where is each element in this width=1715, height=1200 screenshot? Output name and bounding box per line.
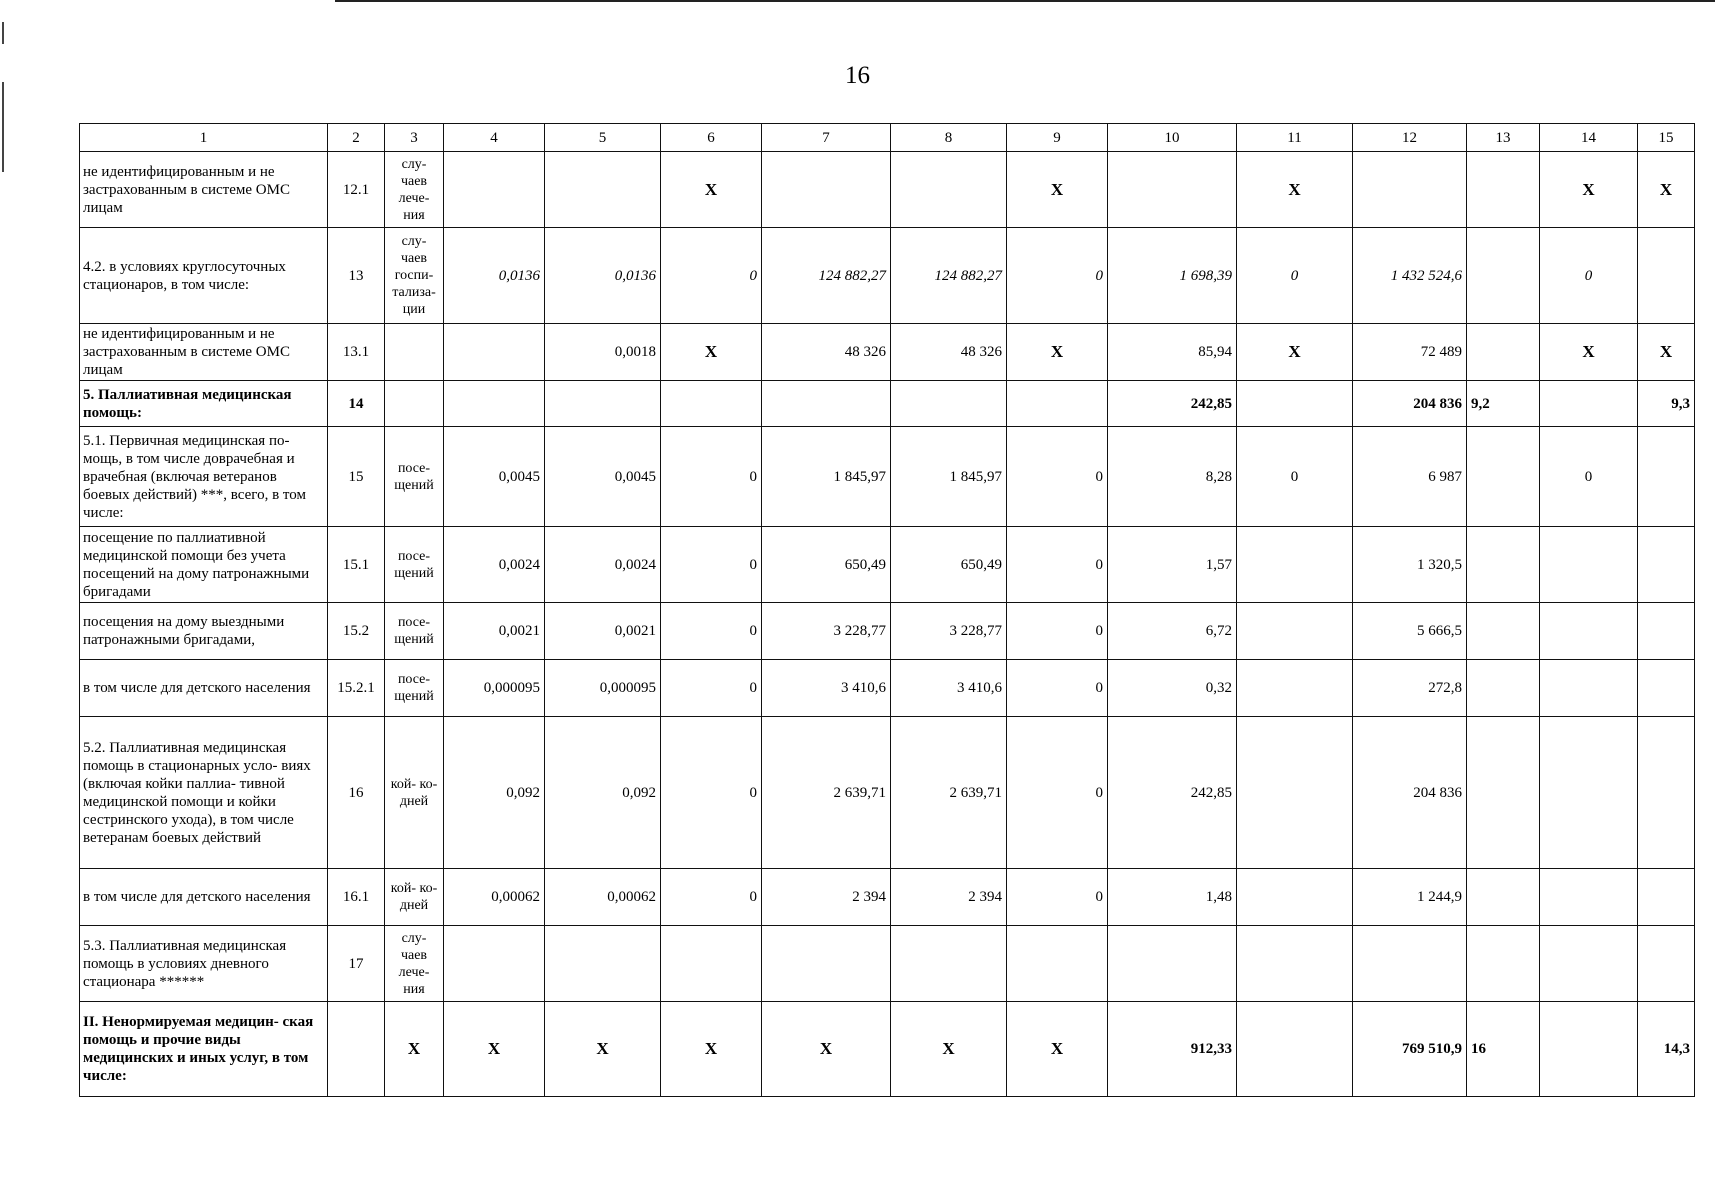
row-label: посещения на дому выездными патронажными бригадами, [80, 603, 328, 660]
value-cell: 2 639,71 [762, 717, 891, 869]
value-cell: 0 [1007, 603, 1108, 660]
value-cell: 0,0045 [545, 427, 661, 527]
value-cell: Х [1237, 324, 1353, 381]
value-cell [545, 381, 661, 427]
row-code: 17 [328, 926, 385, 1002]
row-label: 5.3. Паллиативная медицинская помощь в условиях дневного стационара ****** [80, 926, 328, 1002]
top-rule [335, 0, 1715, 2]
header-cell: 3 [385, 124, 444, 152]
value-cell: 650,49 [762, 527, 891, 603]
value-cell [1540, 527, 1638, 603]
value-cell: Х [762, 1002, 891, 1097]
value-cell: 0,32 [1108, 660, 1237, 717]
value-cell: 0 [1007, 869, 1108, 926]
unit-cell: слу- чаев лече- ния [385, 926, 444, 1002]
value-cell: 0,0136 [545, 228, 661, 324]
value-cell: 1,57 [1108, 527, 1237, 603]
value-cell: 0,092 [444, 717, 545, 869]
row-code [328, 1002, 385, 1097]
row-label: посещение по паллиативной медицинской помощи без учета посещений на дому патронажными бригадами [80, 527, 328, 603]
row-code: 13 [328, 228, 385, 324]
value-cell: 48 326 [891, 324, 1007, 381]
table-row [80, 717, 1695, 869]
value-cell: 204 836 [1353, 381, 1467, 427]
value-cell: 0,0024 [444, 527, 545, 603]
value-cell [1638, 427, 1695, 527]
value-cell: 6 987 [1353, 427, 1467, 527]
value-cell [1638, 660, 1695, 717]
header-cell: 15 [1638, 124, 1695, 152]
value-cell: 2 394 [891, 869, 1007, 926]
row-code: 15.2 [328, 603, 385, 660]
unit-cell [385, 381, 444, 427]
value-cell: 0 [1007, 228, 1108, 324]
value-cell: 1 432 524,6 [1353, 228, 1467, 324]
value-cell [1540, 660, 1638, 717]
value-cell [1237, 926, 1353, 1002]
value-cell: Х [1540, 324, 1638, 381]
value-cell [891, 926, 1007, 1002]
value-cell: 0 [1237, 427, 1353, 527]
value-cell [1467, 324, 1540, 381]
value-cell: 0 [1237, 228, 1353, 324]
unit-cell: посе- щений [385, 660, 444, 717]
table-row [80, 926, 1695, 1002]
value-cell [1638, 869, 1695, 926]
value-cell: Х [661, 1002, 762, 1097]
table-row [80, 152, 1695, 228]
value-cell [1540, 869, 1638, 926]
value-cell: Х [545, 1002, 661, 1097]
table-row [80, 1002, 1695, 1097]
table-row [80, 228, 1695, 324]
value-cell [661, 381, 762, 427]
data-table [79, 123, 1695, 1097]
value-cell [1467, 660, 1540, 717]
header-cell: 10 [1108, 124, 1237, 152]
row-code: 12.1 [328, 152, 385, 228]
value-cell: 0 [1007, 660, 1108, 717]
header-cell: 6 [661, 124, 762, 152]
value-cell [1237, 660, 1353, 717]
value-cell [1237, 603, 1353, 660]
value-cell [1467, 926, 1540, 1002]
value-cell [1638, 717, 1695, 869]
value-cell: 0 [1540, 427, 1638, 527]
header-cell: 8 [891, 124, 1007, 152]
value-cell: 72 489 [1353, 324, 1467, 381]
unit-cell: кой- ко- дней [385, 717, 444, 869]
value-cell [661, 926, 762, 1002]
value-cell [1467, 603, 1540, 660]
value-cell: 6,72 [1108, 603, 1237, 660]
value-cell: 0,0021 [444, 603, 545, 660]
unit-cell: посе- щений [385, 527, 444, 603]
value-cell [1638, 926, 1695, 1002]
value-cell: Х [1007, 152, 1108, 228]
value-cell [1108, 926, 1237, 1002]
header-cell: 12 [1353, 124, 1467, 152]
value-cell: 124 882,27 [762, 228, 891, 324]
value-cell: Х [891, 1002, 1007, 1097]
value-cell: 0,092 [545, 717, 661, 869]
value-cell: 1 320,5 [1353, 527, 1467, 603]
value-cell: 9,3 [1638, 381, 1695, 427]
value-cell: Х [1237, 152, 1353, 228]
header-cell: 2 [328, 124, 385, 152]
row-label: не идентифицированным и не застрахованным в системе ОМС лицам [80, 324, 328, 381]
value-cell: 1 845,97 [891, 427, 1007, 527]
value-cell: 16 [1467, 1002, 1540, 1097]
value-cell [1007, 926, 1108, 1002]
value-cell: 769 510,9 [1353, 1002, 1467, 1097]
row-code: 14 [328, 381, 385, 427]
value-cell: 3 228,77 [762, 603, 891, 660]
value-cell: 242,85 [1108, 381, 1237, 427]
value-cell [762, 152, 891, 228]
value-cell: 0 [661, 603, 762, 660]
value-cell [891, 381, 1007, 427]
value-cell [1237, 869, 1353, 926]
value-cell: 0,00062 [444, 869, 545, 926]
value-cell [1467, 152, 1540, 228]
value-cell: 1 698,39 [1108, 228, 1237, 324]
value-cell: Х [1007, 1002, 1108, 1097]
row-code: 16 [328, 717, 385, 869]
unit-cell: посе- щений [385, 603, 444, 660]
value-cell: 1 244,9 [1353, 869, 1467, 926]
unit-cell: слу- чаев лече- ния [385, 152, 444, 228]
value-cell: 0,0021 [545, 603, 661, 660]
value-cell [1353, 152, 1467, 228]
value-cell: 650,49 [891, 527, 1007, 603]
value-cell: Х [661, 152, 762, 228]
row-label: 5.1. Первичная медицинская по- мощь, в том числе доврачебная и врачебная (включая ветеранов боевых действий) ***, всего, в том числе: [80, 427, 328, 527]
value-cell: 2 639,71 [891, 717, 1007, 869]
value-cell [762, 926, 891, 1002]
unit-cell: посе- щений [385, 427, 444, 527]
header-cell: 1 [80, 124, 328, 152]
scan-edge-mark [2, 82, 4, 172]
header-cell: 5 [545, 124, 661, 152]
value-cell: 9,2 [1467, 381, 1540, 427]
table-row [80, 427, 1695, 527]
value-cell: 0 [661, 869, 762, 926]
value-cell [1638, 527, 1695, 603]
row-label: 5. Паллиативная медицинская помощь: [80, 381, 328, 427]
value-cell [1467, 717, 1540, 869]
value-cell [1237, 527, 1353, 603]
value-cell: 48 326 [762, 324, 891, 381]
value-cell [1237, 717, 1353, 869]
header-cell: 11 [1237, 124, 1353, 152]
value-cell [444, 926, 545, 1002]
row-code: 15.1 [328, 527, 385, 603]
table-row [80, 381, 1695, 427]
unit-cell: кой- ко- дней [385, 869, 444, 926]
value-cell [1638, 228, 1695, 324]
value-cell [1540, 381, 1638, 427]
value-cell: 0 [1007, 427, 1108, 527]
row-label: 4.2. в условиях круглосуточных стационаров, в том числе: [80, 228, 328, 324]
value-cell [1540, 717, 1638, 869]
unit-cell [385, 324, 444, 381]
value-cell [1467, 869, 1540, 926]
value-cell [444, 152, 545, 228]
value-cell: 0 [661, 228, 762, 324]
value-cell: 242,85 [1108, 717, 1237, 869]
value-cell: 0,0136 [444, 228, 545, 324]
row-label: 5.2. Паллиативная медицинская помощь в стационарных усло- виях (включая койки паллиа- тивной медицинской помощи и койки сестринского ухода), в том числе ветеранам боевых действий [80, 717, 328, 869]
value-cell: Х [1007, 324, 1108, 381]
value-cell: Х [1540, 152, 1638, 228]
header-cell: 13 [1467, 124, 1540, 152]
row-label: II. Ненормируемая медицин- ская помощь и прочие виды медицинских и иных услуг, в том числе: [80, 1002, 328, 1097]
value-cell: 0 [661, 527, 762, 603]
value-cell: 272,8 [1353, 660, 1467, 717]
header-cell: 7 [762, 124, 891, 152]
table-row [80, 324, 1695, 381]
value-cell: 0,0024 [545, 527, 661, 603]
table-row [80, 603, 1695, 660]
row-code: 13.1 [328, 324, 385, 381]
value-cell: 0,000095 [545, 660, 661, 717]
value-cell [444, 381, 545, 427]
value-cell [1467, 228, 1540, 324]
value-cell [545, 926, 661, 1002]
value-cell [1467, 427, 1540, 527]
value-cell: 0,000095 [444, 660, 545, 717]
value-cell: 5 666,5 [1353, 603, 1467, 660]
value-cell: 14,3 [1638, 1002, 1695, 1097]
value-cell: 3 410,6 [891, 660, 1007, 717]
value-cell: 0 [1007, 717, 1108, 869]
value-cell: 124 882,27 [891, 228, 1007, 324]
value-cell: 0 [661, 717, 762, 869]
value-cell: 3 228,77 [891, 603, 1007, 660]
value-cell: 0 [661, 660, 762, 717]
value-cell [1540, 926, 1638, 1002]
value-cell [1540, 603, 1638, 660]
value-cell [1007, 381, 1108, 427]
value-cell: Х [1638, 152, 1695, 228]
value-cell [1540, 1002, 1638, 1097]
value-cell [545, 152, 661, 228]
header-cell: 4 [444, 124, 545, 152]
value-cell [1237, 1002, 1353, 1097]
value-cell [1353, 926, 1467, 1002]
unit-cell: слу- чаев госпи- тализа- ции [385, 228, 444, 324]
value-cell: 0 [661, 427, 762, 527]
value-cell: Х [444, 1002, 545, 1097]
value-cell: 912,33 [1108, 1002, 1237, 1097]
value-cell: Х [661, 324, 762, 381]
scan-edge-mark [2, 22, 4, 44]
page-number: 16 [845, 62, 870, 89]
header-cell: 9 [1007, 124, 1108, 152]
value-cell [1467, 527, 1540, 603]
header-cell: 14 [1540, 124, 1638, 152]
value-cell: 1,48 [1108, 869, 1237, 926]
row-label: в том числе для детского населения [80, 660, 328, 717]
value-cell: 3 410,6 [762, 660, 891, 717]
value-cell: 0,0018 [545, 324, 661, 381]
row-code: 15 [328, 427, 385, 527]
value-cell: 204 836 [1353, 717, 1467, 869]
value-cell: Х [1638, 324, 1695, 381]
value-cell: 0,00062 [545, 869, 661, 926]
value-cell: 0 [1007, 527, 1108, 603]
value-cell [762, 381, 891, 427]
row-code: 15.2.1 [328, 660, 385, 717]
value-cell: 8,28 [1108, 427, 1237, 527]
value-cell [1108, 152, 1237, 228]
value-cell [1237, 381, 1353, 427]
value-cell: Х [385, 1002, 444, 1097]
value-cell: 2 394 [762, 869, 891, 926]
value-cell [444, 324, 545, 381]
value-cell: 1 845,97 [762, 427, 891, 527]
value-cell: 0 [1540, 228, 1638, 324]
row-label: не идентифицированным и не застрахованным в системе ОМС лицам [80, 152, 328, 228]
value-cell [891, 152, 1007, 228]
row-label: в том числе для детского населения [80, 869, 328, 926]
header-row [80, 124, 1695, 152]
value-cell: 0,0045 [444, 427, 545, 527]
table-row [80, 527, 1695, 603]
table-row [80, 869, 1695, 926]
table-row [80, 660, 1695, 717]
row-code: 16.1 [328, 869, 385, 926]
value-cell [1638, 603, 1695, 660]
value-cell: 85,94 [1108, 324, 1237, 381]
